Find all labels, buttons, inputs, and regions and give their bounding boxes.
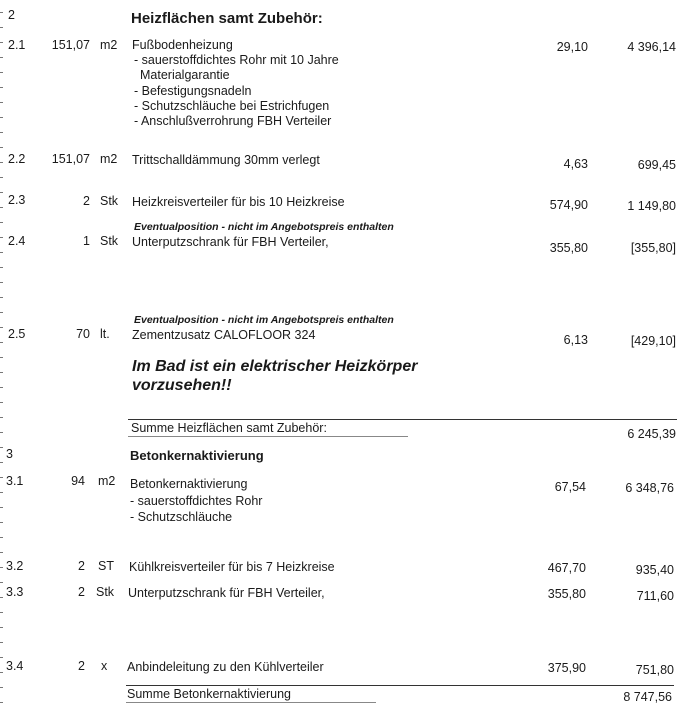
section-number: 2 — [8, 8, 15, 22]
margin-tick — [0, 237, 3, 238]
margin-tick — [0, 462, 3, 463]
margin-tick — [0, 177, 3, 178]
total-price: 1 149,80 — [627, 199, 676, 213]
position-number: 3.2 — [6, 559, 24, 573]
unit: m2 — [100, 38, 118, 52]
position-number: 2.1 — [8, 38, 26, 52]
margin-tick — [0, 432, 3, 433]
margin-tick — [0, 582, 3, 583]
description-line: - sauerstoffdichtes Rohr mit 10 Jahre — [134, 53, 339, 68]
unit: lt. — [100, 327, 110, 341]
margin-tick — [0, 147, 3, 148]
margin-tick — [0, 57, 3, 58]
item-description: Anbindeleitung zu den Kühlverteiler — [127, 660, 324, 674]
margin-tick — [0, 357, 3, 358]
total-price: 935,40 — [635, 563, 674, 577]
unit-price: 355,80 — [549, 241, 588, 255]
quantity: 2 — [78, 559, 85, 573]
position-number: 2.3 — [8, 193, 26, 207]
description-line: - Schutzschläuche — [130, 510, 233, 524]
sum-divider — [126, 685, 674, 686]
unit: m2 — [100, 152, 118, 166]
unit: x — [101, 659, 108, 673]
total-price: [429,10] — [630, 334, 676, 348]
margin-tick — [0, 477, 3, 478]
section-number: 3 — [6, 447, 13, 461]
margin-tick — [0, 342, 3, 343]
position-number: 3.4 — [6, 659, 24, 673]
margin-tick — [0, 267, 3, 268]
margin-tick — [0, 387, 3, 388]
margin-tick — [0, 657, 3, 658]
margin-tick — [0, 102, 3, 103]
quantity: 2 — [78, 585, 85, 599]
margin-tick — [0, 132, 3, 133]
position-number: 2.5 — [8, 327, 26, 341]
sum-divider — [128, 419, 677, 420]
item-description — [130, 476, 262, 526]
margin-tick — [0, 672, 3, 673]
item-description: Trittschalldämmung 30mm verlegt — [132, 153, 320, 167]
margin-tick — [0, 192, 3, 193]
description-line: - Schutzschläuche bei Estrichfugen — [134, 98, 330, 113]
margin-tick — [0, 327, 3, 328]
quantity: 151,07 — [51, 152, 90, 166]
quantity: 2 — [83, 194, 90, 208]
quantity: 151,07 — [51, 38, 90, 52]
margin-tick — [0, 642, 3, 643]
margin-tick — [0, 312, 3, 313]
unit-price: 355,80 — [547, 587, 586, 601]
unit-price: 6,13 — [563, 333, 588, 347]
unit-price: 67,54 — [554, 480, 586, 494]
total-price: 4 396,14 — [627, 40, 676, 54]
unit-price: 4,63 — [563, 157, 588, 171]
section-title: Heizflächen samt Zubehör: — [131, 10, 323, 27]
total-price: [355,80] — [630, 241, 676, 255]
unit: Stk — [96, 585, 115, 599]
sum-value: 6 245,39 — [627, 427, 676, 441]
description-line: Betonkernaktivierung — [130, 477, 248, 491]
margin-tick — [0, 42, 3, 43]
margin-tick — [0, 417, 3, 418]
unit-price: 375,90 — [547, 661, 586, 675]
unit-price: 29,10 — [556, 40, 588, 54]
quantity: 94 — [71, 474, 85, 488]
position-number: 3.3 — [6, 585, 24, 599]
unit: m2 — [98, 474, 116, 488]
unit-price: 467,70 — [547, 561, 586, 575]
margin-tick — [0, 537, 3, 538]
position-number: 2.4 — [8, 234, 26, 248]
margin-tick — [0, 72, 3, 73]
sum-underline — [128, 436, 408, 437]
margin-tick — [0, 687, 3, 688]
unit: ST — [98, 559, 114, 573]
margin-tick — [0, 447, 3, 448]
warning-text: Im Bad ist ein elektrischer Heizkörper vorzusehen!! — [132, 358, 418, 394]
item-description: Heizkreisverteiler für bis 10 Heizkreise — [132, 195, 345, 209]
description-line: - sauerstoffdichtes Rohr — [130, 493, 263, 508]
total-price: 751,80 — [635, 663, 674, 677]
margin-tick — [0, 27, 3, 28]
total-price: 699,45 — [637, 158, 676, 172]
quantity: 70 — [76, 327, 90, 341]
margin-tick — [0, 597, 3, 598]
unit: Stk — [100, 194, 119, 208]
sum-underline — [126, 702, 376, 703]
margin-tick — [0, 282, 3, 283]
margin-tick — [0, 627, 3, 628]
margin-tick — [0, 162, 3, 163]
sum-value: 8 747,56 — [623, 690, 672, 704]
margin-tick — [0, 222, 3, 223]
margin-tick — [0, 87, 3, 88]
margin-tick — [0, 372, 3, 373]
description-line: - Anschlußverrohrung FBH Verteiler — [134, 114, 332, 129]
item-description: Kühlkreisverteiler für bis 7 Heizkreise — [129, 560, 335, 574]
item-description: Unterputzschrank für FBH Verteiler, — [132, 235, 329, 249]
item-description: Unterputzschrank für FBH Verteiler, — [128, 586, 325, 600]
optional-position-note: Eventualposition - nicht im Angebotspreis enthalten — [134, 221, 394, 233]
item-description: Zementzusatz CALOFLOOR 324 — [132, 328, 316, 342]
position-number: 3.1 — [6, 474, 24, 488]
item-description — [132, 38, 339, 129]
margin-tick — [0, 297, 3, 298]
description-line: - Befestigungsnadeln — [134, 83, 252, 98]
section-title: Betonkernaktivierung — [130, 448, 264, 463]
total-price: 6 348,76 — [625, 481, 674, 495]
sum-label: Summe Heizflächen samt Zubehör: — [131, 421, 327, 435]
margin-tick — [0, 117, 3, 118]
unit: Stk — [100, 234, 119, 248]
margin-tick — [0, 522, 3, 523]
quantity: 2 — [78, 659, 85, 673]
unit-price: 574,90 — [549, 198, 588, 212]
margin-tick — [0, 12, 3, 13]
description-line: Materialgarantie — [140, 68, 230, 83]
position-number: 2.2 — [8, 152, 26, 166]
margin-tick — [0, 567, 3, 568]
margin-tick — [0, 252, 3, 253]
margin-tick — [0, 207, 3, 208]
description-line: Fußbodenheizung — [132, 38, 233, 52]
optional-position-note: Eventualposition - nicht im Angebotspreis enthalten — [134, 314, 394, 326]
quantity: 1 — [83, 234, 90, 248]
margin-tick — [0, 702, 3, 703]
margin-tick — [0, 612, 3, 613]
margin-tick — [0, 492, 3, 493]
margin-tick — [0, 552, 3, 553]
margin-tick — [0, 507, 3, 508]
sum-label: Summe Betonkernaktivierung — [127, 687, 291, 701]
total-price: 711,60 — [636, 589, 674, 603]
margin-tick — [0, 402, 3, 403]
